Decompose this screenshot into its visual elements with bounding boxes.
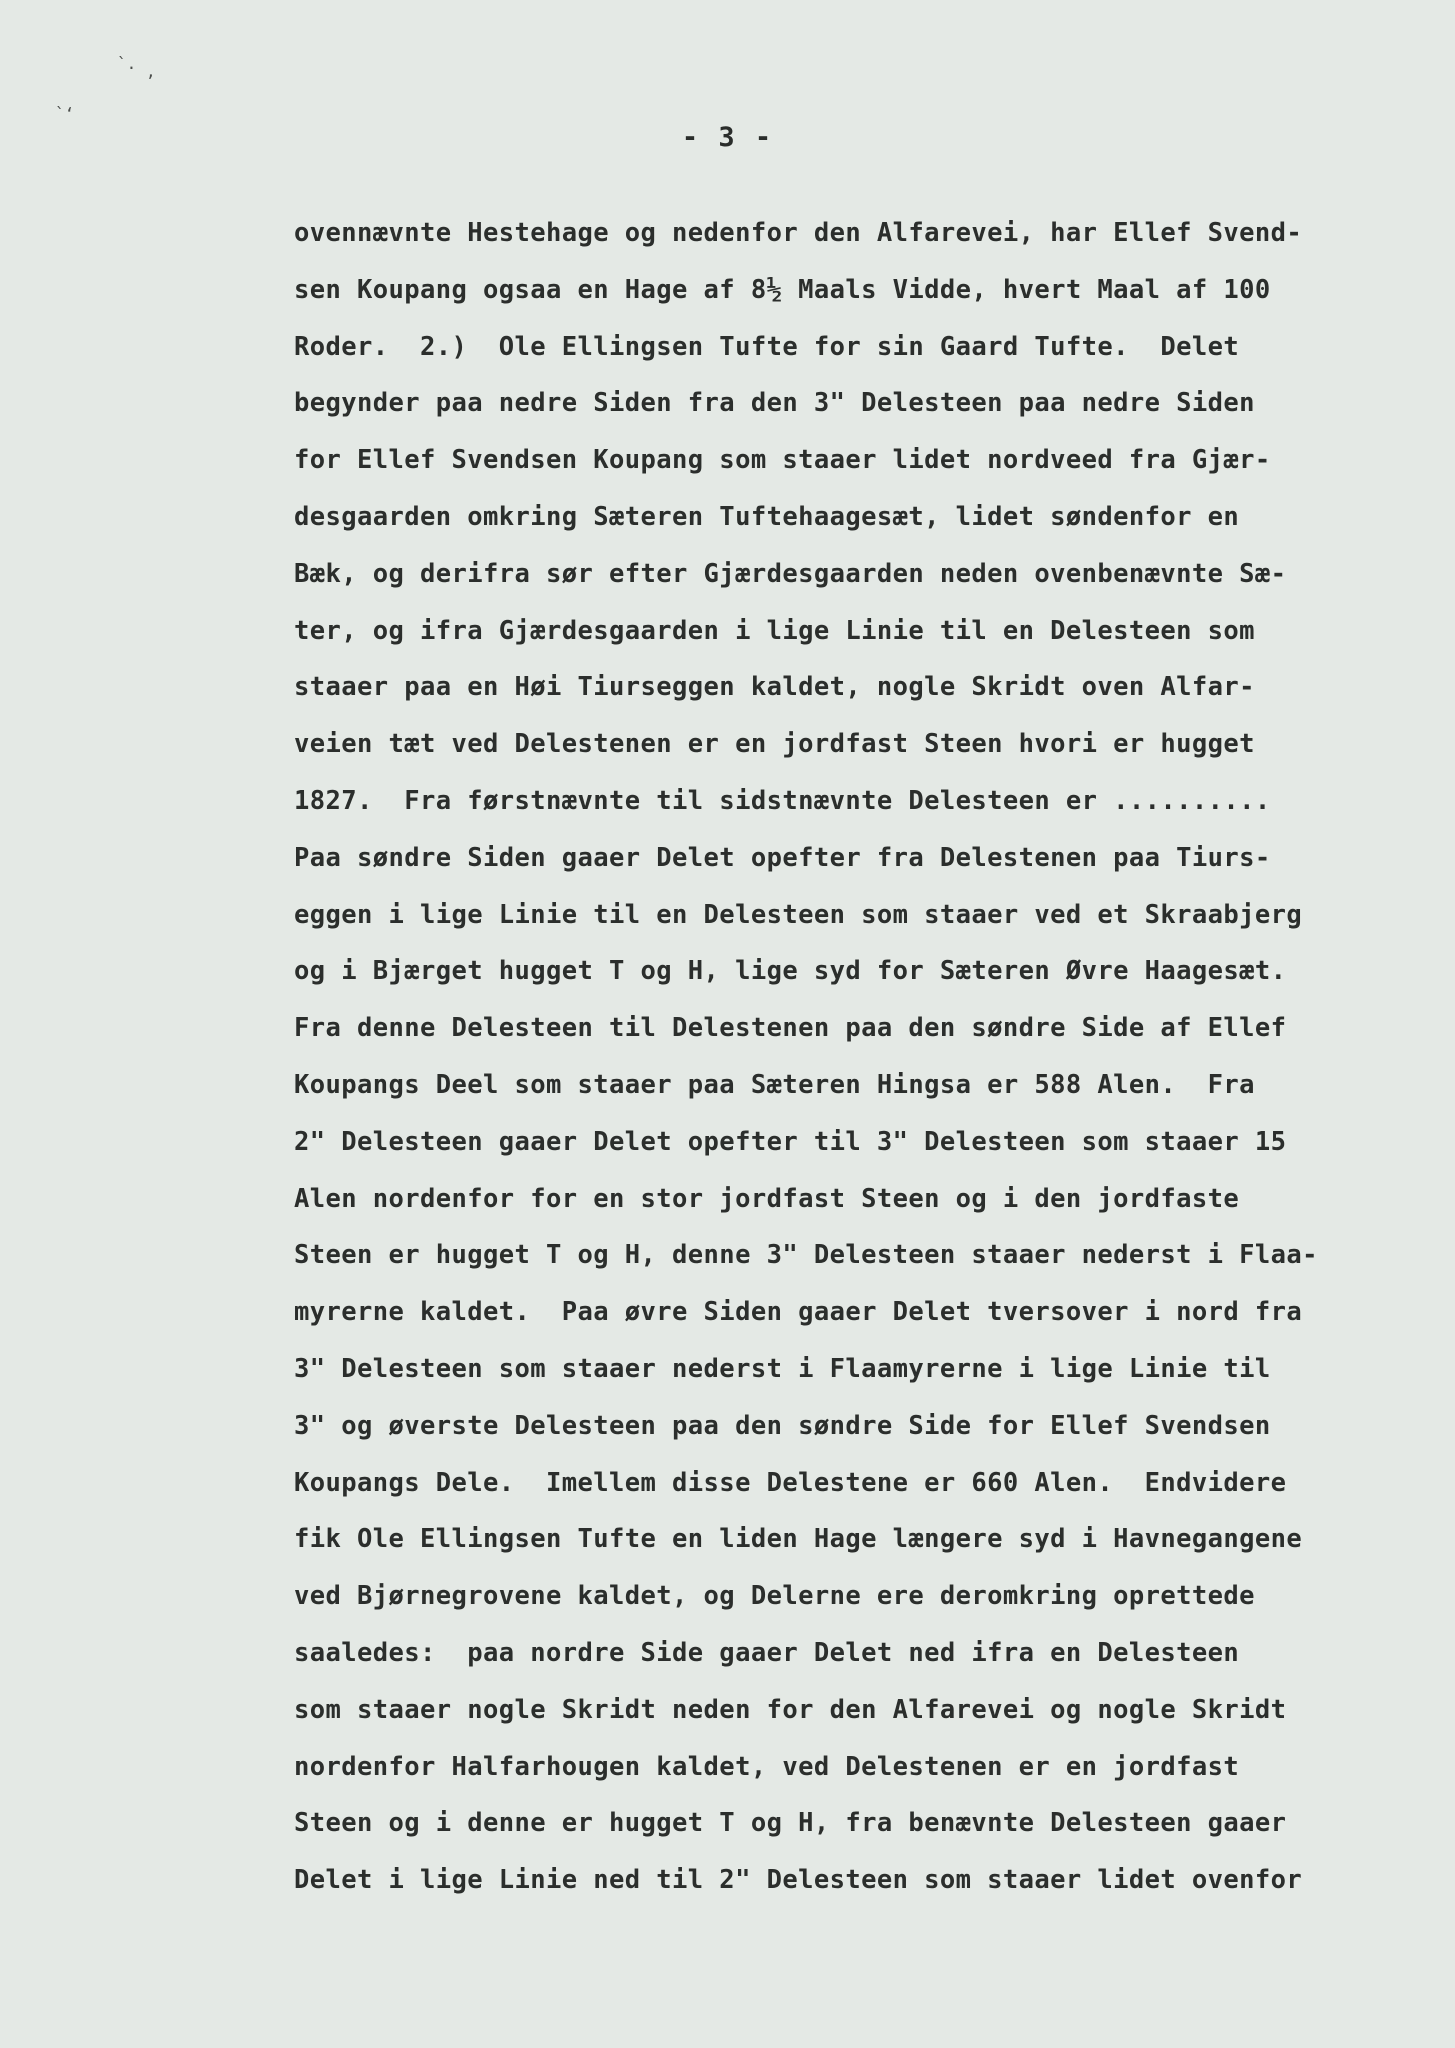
text-line: nordenfor Halfarhougen kaldet, ved Delestenen er en jordfast [294, 1751, 1240, 1782]
text-line: Paa søndre Siden gaaer Delet opefter fra Delestenen paa Tiurs- [294, 842, 1271, 873]
text-line: sen Koupang ogsaa en Hage af 8½ Maals Vidde, hvert Maal af 100 [294, 274, 1271, 305]
text-line: 3" og øverste Delesteen paa den søndre Side for Ellef Svendsen [294, 1410, 1271, 1441]
text-line: begynder paa nedre Siden fra den 3" Delesteen paa nedre Siden [294, 388, 1255, 419]
text-line: veien tæt ved Delestenen er en jordfast Steen hvori er hugget [294, 729, 1255, 760]
text-line: Bæk, og derifra sør efter Gjærdesgaarden neden ovenbenævnte Sæ- [294, 558, 1287, 589]
text-line: desgaarden omkring Sæteren Tuftehaagesæt, lidet søndenfor en [294, 501, 1240, 532]
text-line: Delet i lige Linie ned til 2" Delesteen som staaer lidet ovenfor [294, 1865, 1303, 1896]
text-line: 2" Delesteen gaaer Delet opefter til 3" Delesteen som staaer 15 [294, 1126, 1287, 1157]
text-line: Fra denne Delesteen til Delestenen paa den søndre Side af Ellef [294, 1013, 1287, 1044]
text-line: 3" Delesteen som staaer nederst i Flaamyrerne i lige Linie til [294, 1353, 1271, 1384]
page-number: - 3 - [681, 122, 774, 153]
text-line: og i Bjærget hugget T og H, lige syd for Sæteren Øvre Haagesæt. [294, 956, 1287, 987]
text-line: saaledes: paa nordre Side gaaer Delet ned ifra en Delesteen [294, 1637, 1240, 1668]
text-line: 1827. Fra førstnævnte til sidstnævnte Delesteen er .......... [294, 785, 1271, 816]
text-line: staaer paa en Høi Tiurseggen kaldet, nogle Skridt oven Alfar- [294, 672, 1255, 703]
text-line: eggen i lige Linie til en Delesteen som staaer ved et Skraabjerg [294, 899, 1303, 930]
corner-mark-2: `‘ [55, 104, 75, 123]
text-line: ter, og ifra Gjærdesgaarden i lige Linie til en Delesteen som [294, 615, 1255, 646]
text-line: for Ellef Svendsen Koupang som staaer lidet nordveed fra Gjær- [294, 445, 1271, 476]
body-text [294, 205, 1444, 1909]
text-line: Koupangs Deel som staaer paa Sæteren Hingsa er 588 Alen. Fra [294, 1069, 1255, 1100]
text-line: Alen nordenfor for en stor jordfast Steen og i den jordfaste [294, 1183, 1240, 1214]
text-line: ovennævnte Hestehage og nedenfor den Alfarevei, har Ellef Svend- [294, 218, 1303, 248]
text-line: Roder. 2.) Ole Ellingsen Tufte for sin Gaard Tufte. Delet [294, 331, 1240, 362]
text-line: myrerne kaldet. Paa øvre Siden gaaer Delet tversover i nord fra [294, 1297, 1303, 1328]
text-line: Steen er hugget T og H, denne 3" Delesteen staaer nederst i Flaa- [294, 1240, 1318, 1271]
text-line: som staaer nogle Skridt neden for den Alfarevei og nogle Skridt [294, 1694, 1287, 1725]
corner-mark-3: , [146, 62, 156, 81]
corner-mark-1: `. [117, 54, 137, 73]
text-line: ved Bjørnegrovene kaldet, og Delerne ere deromkring oprettede [294, 1581, 1255, 1612]
text-line: fik Ole Ellingsen Tufte en liden Hage længere syd i Havnegangene [294, 1524, 1303, 1555]
text-line: Koupangs Dele. Imellem disse Delestene er 660 Alen. Endvidere [294, 1467, 1287, 1498]
text-line: Steen og i denne er hugget T og H, fra benævnte Delesteen gaaer [294, 1808, 1287, 1839]
